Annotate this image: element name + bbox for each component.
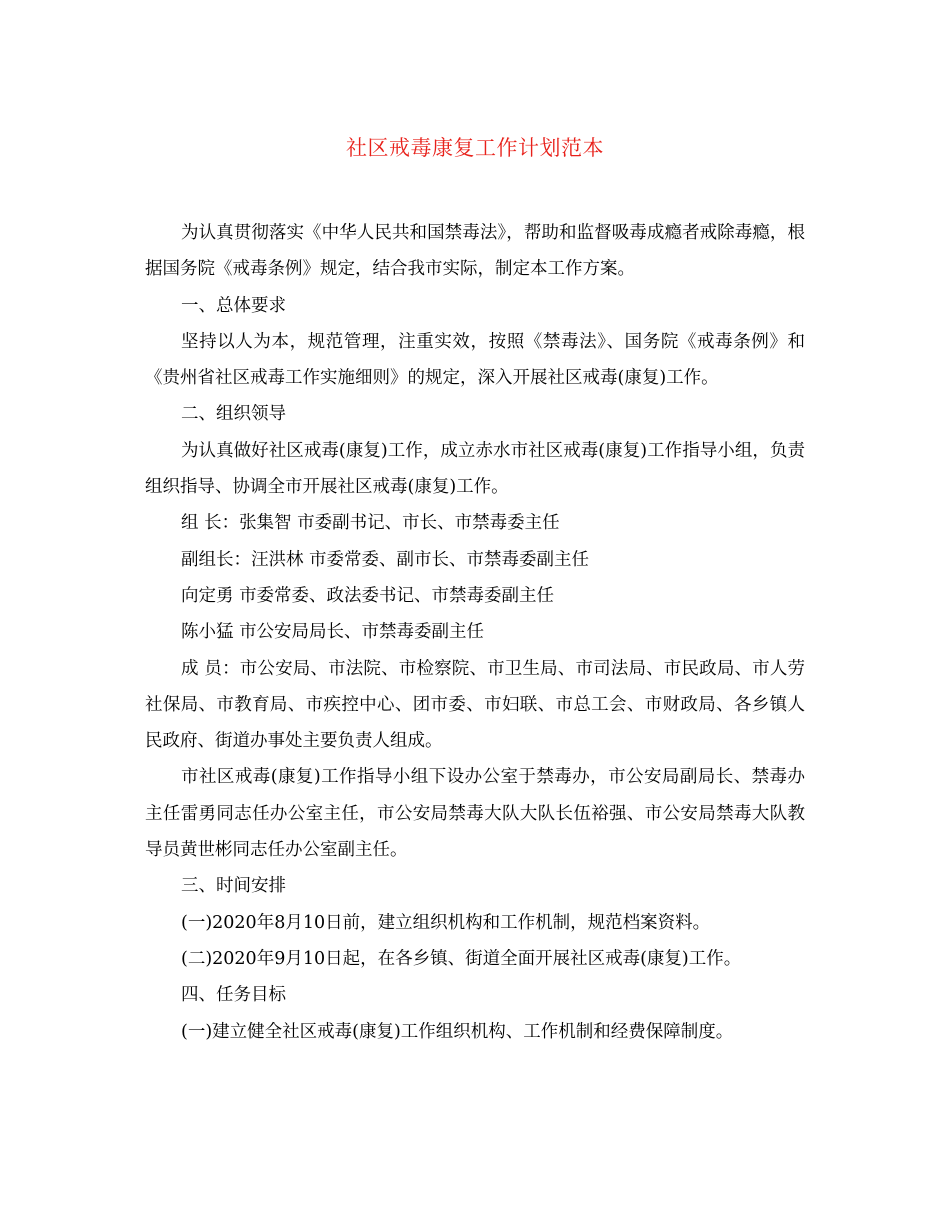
deputy-leader-line-2: 向定勇 市委常委、政法委书记、市禁毒委副主任 <box>181 585 555 606</box>
members-paragraph: 成 员：市公安局、市法院、市检察院、市卫生局、市司法局、市民政局、市人劳社保局、市教育局、市疾控中心、团市委、市妇联、市总工会、市财政局、各乡镇人民政府、街道办事处主要负责人组成。 <box>145 658 805 752</box>
heading-organization: 二、组织领导 <box>181 404 286 425</box>
paragraph-intro: 为认真贯彻落实《中华人民共和国禁毒法》，帮助和监督吸毒成瘾者戒除毒瘾，根据国务院《戒毒条例》规定，结合我市实际，制定本工作方案。 <box>145 223 805 280</box>
schedule-item-2: (二)2020年9月10日起，在各乡镇、街道全面开展社区戒毒(康复)工作。 <box>181 948 742 969</box>
deputy-leader-line-1: 副组长：汪洪林 市委常委、副市长、市禁毒委副主任 <box>181 549 590 570</box>
heading-general-requirements: 一、总体要求 <box>181 295 286 316</box>
paragraph-general-requirements: 坚持以人为本，规范管理，注重实效，按照《禁毒法》、国务院《戒毒条例》和《贵州省社区戒毒工作实施细则》的规定，深入开展社区戒毒(康复)工作。 <box>145 331 805 389</box>
leader-line: 组 长：张集智 市委副书记、市长、市禁毒委主任 <box>181 513 560 534</box>
task-goal-item-1: (一)建立健全社区戒毒(康复)工作组织机构、工作机制和经费保障制度。 <box>181 1021 734 1042</box>
heading-task-goals: 四、任务目标 <box>181 985 286 1006</box>
paragraph-organization: 为认真做好社区戒毒(康复)工作，成立赤水市社区戒毒(康复)工作指导小组，负责组织指导、协调全市开展社区戒毒(康复)工作。 <box>145 440 805 498</box>
heading-schedule: 三、时间安排 <box>181 876 286 897</box>
office-paragraph: 市社区戒毒(康复)工作指导小组下设办公室于禁毒办，市公安局副局长、禁毒办主任雷勇同志任办公室主任，市公安局禁毒大队大队长伍裕强、市公安局禁毒大队教导员黄世彬同志任办公室副主任。 <box>145 767 805 861</box>
deputy-leader-line-3: 陈小猛 市公安局局长、市禁毒委副主任 <box>181 622 485 643</box>
document-title: 社区戒毒康复工作计划范本 <box>346 136 604 160</box>
schedule-item-1: (一)2020年8月10日前，建立组织机构和工作机制，规范档案资料。 <box>181 912 711 933</box>
document-body <box>145 215 805 1050</box>
